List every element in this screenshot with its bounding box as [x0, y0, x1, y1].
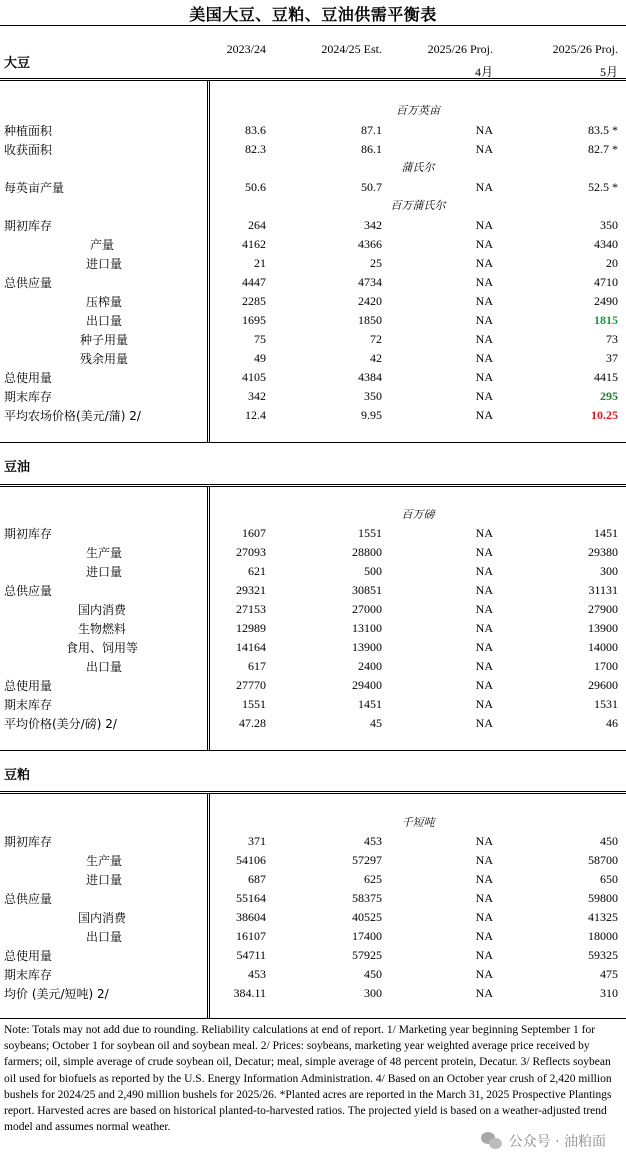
cell-v4: 37 — [606, 351, 618, 365]
row-label: 食用、饲用等 — [66, 641, 139, 655]
cell-v2: 300 — [364, 986, 382, 1000]
row-label: 每英亩产量 — [4, 181, 65, 195]
soyoil-bottom-rule — [0, 750, 626, 751]
row-label: 国内消费 — [78, 603, 127, 617]
cell-v1: 12.4 — [245, 408, 266, 422]
row-label: 总供应量 — [4, 584, 53, 598]
cell-v1: 617 — [248, 659, 266, 673]
cell-v2: 2420 — [358, 294, 382, 308]
cell-v3: NA — [475, 351, 493, 365]
soyoil-table-row — [0, 562, 626, 581]
soymeal-table-row — [0, 927, 626, 946]
row-label: 总供应量 — [4, 276, 53, 290]
cell-v3: NA — [475, 986, 493, 1000]
cell-v1: 4162 — [242, 237, 266, 251]
cell-v3: NA — [475, 910, 493, 924]
header-col-2025-26-apr: 2025/26 Proj. — [427, 42, 493, 56]
cell-v4: 46 — [606, 716, 618, 730]
cell-v4: 20 — [606, 256, 618, 270]
cell-v4: 14000 — [588, 640, 618, 654]
cell-v1: 83.6 — [245, 123, 266, 137]
cell-v3: NA — [475, 948, 493, 962]
wechat-icon — [481, 1132, 503, 1150]
soybeans-table-row — [0, 406, 626, 425]
soyoil-table-row — [0, 695, 626, 714]
cell-v3: NA — [475, 564, 493, 578]
row-label: 出口量 — [86, 930, 123, 944]
soybeans-header-rule — [0, 78, 626, 81]
cell-v3: NA — [475, 370, 493, 384]
cell-v1: 21 — [254, 256, 266, 270]
cell-v1: 264 — [248, 218, 266, 232]
soybeans-table-row — [0, 330, 626, 349]
cell-v2: 58375 — [352, 891, 382, 905]
cell-v4: 29380 — [588, 545, 618, 559]
cell-v3: NA — [475, 891, 493, 905]
page-title: 美国大豆、豆粕、豆油供需平衡表 — [189, 5, 437, 24]
cell-v2: 27000 — [352, 602, 382, 616]
cell-v3: NA — [475, 678, 493, 692]
cell-v1: 82.3 — [245, 142, 266, 156]
cell-v4: 27900 — [588, 602, 618, 616]
watermark — [481, 1131, 606, 1151]
cell-v1: 50.6 — [245, 180, 266, 194]
cell-v1: 1695 — [242, 313, 266, 327]
cell-v2: 57297 — [352, 853, 382, 867]
section-title-soymeal: 豆粕 — [4, 768, 31, 783]
row-label: 生产量 — [86, 854, 123, 868]
cell-v2: 13100 — [352, 621, 382, 635]
cell-v2: 29400 — [352, 678, 382, 692]
soyoil-table-row — [0, 676, 626, 695]
cell-v2: 28800 — [352, 545, 382, 559]
soyoil-header-rule — [0, 484, 626, 487]
cell-v2: 342 — [364, 218, 382, 232]
cell-v1: 27093 — [236, 545, 266, 559]
soybeans-table-row — [0, 216, 626, 235]
cell-v1: 687 — [248, 872, 266, 886]
cell-v4: 1815 — [594, 313, 618, 327]
cell-v3: NA — [475, 659, 493, 673]
soymeal-unit: 千短吨 — [401, 816, 435, 829]
row-label: 种子用量 — [80, 333, 129, 347]
cell-v3: NA — [475, 123, 493, 137]
top-rule — [0, 25, 626, 26]
cell-v1: 29321 — [236, 583, 266, 597]
cell-v4: 1451 — [594, 526, 618, 540]
cell-v2: 30851 — [352, 583, 382, 597]
soymeal-table-row — [0, 832, 626, 851]
cell-v2: 4384 — [358, 370, 382, 384]
soymeal-table-row — [0, 870, 626, 889]
header-col-apr-sub: 4月 — [474, 65, 493, 79]
cell-v3: NA — [475, 640, 493, 654]
cell-v1: 54711 — [236, 948, 266, 962]
cell-v4: 4415 — [594, 370, 618, 384]
cell-v1: 371 — [248, 834, 266, 848]
soymeal-table-row — [0, 965, 626, 984]
row-label: 期初库存 — [4, 527, 53, 541]
soybeans-table-row — [0, 349, 626, 368]
soyoil-table-row — [0, 714, 626, 733]
soybeans-table-row — [0, 178, 626, 197]
soyoil-unit: 百万磅 — [401, 508, 435, 521]
cell-v2: 500 — [364, 564, 382, 578]
row-label: 期初库存 — [4, 835, 53, 849]
cell-v2: 4734 — [358, 275, 382, 289]
cell-v2: 1850 — [358, 313, 382, 327]
cell-v1: 2285 — [242, 294, 266, 308]
cell-v1: 453 — [248, 967, 266, 981]
row-label: 国内消费 — [78, 911, 127, 925]
cell-v4: 4340 — [594, 237, 618, 251]
row-label: 总供应量 — [4, 892, 53, 906]
row-label: 均价 (美元/短吨) 2/ — [4, 987, 109, 1001]
soybeans-unit-acres: 百万英亩 — [396, 104, 440, 117]
cell-v2: 453 — [364, 834, 382, 848]
row-label: 总使用量 — [4, 371, 53, 385]
cell-v4: 650 — [600, 872, 618, 886]
cell-v2: 25 — [370, 256, 382, 270]
cell-v3: NA — [475, 697, 493, 711]
cell-v2: 4366 — [358, 237, 382, 251]
soyoil-table-row — [0, 524, 626, 543]
cell-v4: 83.5 * — [588, 123, 618, 137]
cell-v4: 18000 — [588, 929, 618, 943]
header-col-2023-24: 2023/24 — [226, 42, 266, 56]
cell-v4: 300 — [600, 564, 618, 578]
cell-v2: 450 — [364, 967, 382, 981]
cell-v3: NA — [475, 313, 493, 327]
cell-v1: 27153 — [236, 602, 266, 616]
cell-v4: 73 — [606, 332, 618, 346]
cell-v4: 82.7 * — [588, 142, 618, 156]
cell-v4: 295 — [600, 389, 618, 403]
cell-v2: 87.1 — [361, 123, 382, 137]
soybeans-table-row — [0, 387, 626, 406]
cell-v4: 58700 — [588, 853, 618, 867]
row-label: 生物燃料 — [78, 622, 127, 636]
cell-v2: 625 — [364, 872, 382, 886]
soybeans-table-row — [0, 292, 626, 311]
watermark-text: 公众号 · 油粕面 — [508, 1134, 606, 1150]
soymeal-table-row — [0, 908, 626, 927]
cell-v3: NA — [475, 389, 493, 403]
cell-v2: 40525 — [352, 910, 382, 924]
cell-v1: 1551 — [242, 697, 266, 711]
row-label: 生产量 — [86, 546, 123, 560]
soybeans-table-row — [0, 235, 626, 254]
soyoil-table-row — [0, 600, 626, 619]
cell-v2: 13900 — [352, 640, 382, 654]
cell-v4: 1531 — [594, 697, 618, 711]
cell-v1: 54106 — [236, 853, 266, 867]
cell-v1: 49 — [254, 351, 266, 365]
soymeal-table-row — [0, 889, 626, 908]
cell-v1: 27770 — [236, 678, 266, 692]
cell-v4: 41325 — [588, 910, 618, 924]
cell-v4: 52.5 * — [588, 180, 618, 194]
section-title-soybeans: 大豆 — [4, 56, 31, 71]
cell-v2: 42 — [370, 351, 382, 365]
row-label: 产量 — [90, 238, 115, 252]
cell-v2: 1551 — [358, 526, 382, 540]
cell-v1: 55164 — [236, 891, 266, 905]
cell-v4: 450 — [600, 834, 618, 848]
soymeal-table-row — [0, 851, 626, 870]
cell-v1: 12989 — [236, 621, 266, 635]
cell-v3: NA — [475, 142, 493, 156]
cell-v1: 621 — [248, 564, 266, 578]
cell-v3: NA — [475, 602, 493, 616]
row-label: 平均价格(美分/磅) 2/ — [4, 717, 117, 731]
cell-v4: 59325 — [588, 948, 618, 962]
cell-v3: NA — [475, 853, 493, 867]
row-label: 平均农场价格(美元/蒲) 2/ — [4, 409, 141, 423]
soyoil-table-row — [0, 638, 626, 657]
soymeal-header-rule — [0, 791, 626, 794]
soyoil-table-row — [0, 581, 626, 600]
cell-v3: NA — [475, 583, 493, 597]
row-label: 收获面积 — [4, 143, 53, 157]
cell-v3: NA — [475, 872, 493, 886]
cell-v1: 38604 — [236, 910, 266, 924]
header-col-2024-25: 2024/25 Est. — [321, 42, 382, 56]
cell-v3: NA — [475, 332, 493, 346]
cell-v3: NA — [475, 408, 493, 422]
cell-v1: 384.11 — [233, 986, 266, 1000]
soybeans-table-row — [0, 311, 626, 330]
cell-v4: 2490 — [594, 294, 618, 308]
row-label: 进口量 — [86, 565, 123, 579]
row-label: 残余用量 — [80, 352, 129, 366]
row-label: 种植面积 — [4, 124, 53, 138]
row-label: 总使用量 — [4, 679, 53, 693]
cell-v2: 2400 — [358, 659, 382, 673]
cell-v3: NA — [475, 218, 493, 232]
cell-v2: 86.1 — [361, 142, 382, 156]
soybeans-table-row — [0, 368, 626, 387]
cell-v1: 4105 — [242, 370, 266, 384]
row-label: 期初库存 — [4, 219, 53, 233]
row-label: 期末库存 — [4, 390, 53, 404]
cell-v4: 1700 — [594, 659, 618, 673]
soybeans-table-row — [0, 254, 626, 273]
row-label: 期末库存 — [4, 968, 53, 982]
cell-v2: 50.7 — [361, 180, 382, 194]
cell-v4: 13900 — [588, 621, 618, 635]
cell-v1: 14164 — [236, 640, 266, 654]
cell-v3: NA — [475, 237, 493, 251]
cell-v4: 59800 — [588, 891, 618, 905]
cell-v1: 16107 — [236, 929, 266, 943]
cell-v4: 310 — [600, 986, 618, 1000]
soyoil-table-row — [0, 657, 626, 676]
row-label: 压榨量 — [86, 295, 123, 309]
cell-v4: 10.25 — [591, 408, 618, 422]
row-label: 出口量 — [86, 660, 123, 674]
cell-v2: 1451 — [358, 697, 382, 711]
row-label: 总使用量 — [4, 949, 53, 963]
cell-v1: 4447 — [242, 275, 266, 289]
soymeal-table-row — [0, 984, 626, 1003]
row-label: 进口量 — [86, 257, 123, 271]
cell-v1: 75 — [254, 332, 266, 346]
cell-v2: 45 — [370, 716, 382, 730]
header-col-may-sub: 5月 — [599, 65, 618, 79]
cell-v4: 350 — [600, 218, 618, 232]
row-label: 期末库存 — [4, 698, 53, 712]
cell-v1: 1607 — [242, 526, 266, 540]
cell-v2: 350 — [364, 389, 382, 403]
soymeal-bottom-rule — [0, 1018, 626, 1019]
soybeans-bottom-rule — [0, 442, 626, 443]
cell-v4: 475 — [600, 967, 618, 981]
cell-v2: 17400 — [352, 929, 382, 943]
cell-v3: NA — [475, 294, 493, 308]
row-label: 进口量 — [86, 873, 123, 887]
soybeans-table-row — [0, 121, 626, 140]
row-label: 出口量 — [86, 314, 123, 328]
cell-v3: NA — [475, 180, 493, 194]
header-col-2025-26-may: 2025/26 Proj. — [552, 42, 618, 56]
cell-v1: 342 — [248, 389, 266, 403]
footnote: Note: Totals may not add due to rounding. Reliability calculations at end of report. 1/ Marketing year beginning September 1 for soybeans; October 1 for soybean oil and soybean meal. 2/ Prices: soybeans, marketing year weighted average price received by farmers; oil, simple average of crude soybean oil, Decatur; meal, simple average of 48 percent protein, Decatur. 3/ Reflects soybean oil used for biofuels as reported by the U.S. Energy Information Administration. 4/ Based on an October year crush of 2,420 million bushels for 2024/25 and 2,490 million bushels for 2025/26. *Planted acres are reported in the March 31, 2025 Prospective Plantings report. Harvested acres are based on historical planted-to-harvested ratios. The projected yield is based on a weather-adjusted trend model and assumes normal weather. — [4, 1024, 612, 1134]
soyoil-table-row — [0, 543, 626, 562]
soybeans-unit-million-bushels: 百万蒲氏尔 — [390, 199, 446, 212]
cell-v2: 57925 — [352, 948, 382, 962]
cell-v3: NA — [475, 967, 493, 981]
soybeans-table-row — [0, 140, 626, 159]
soybeans-table-row — [0, 273, 626, 292]
cell-v3: NA — [475, 526, 493, 540]
cell-v3: NA — [475, 716, 493, 730]
cell-v1: 47.28 — [239, 716, 266, 730]
cell-v3: NA — [475, 834, 493, 848]
cell-v2: 72 — [370, 332, 382, 346]
cell-v2: 9.95 — [361, 408, 382, 422]
soymeal-table-row — [0, 946, 626, 965]
cell-v4: 31131 — [588, 583, 618, 597]
cell-v3: NA — [475, 275, 493, 289]
cell-v4: 4710 — [594, 275, 618, 289]
soyoil-table-row — [0, 619, 626, 638]
section-title-soyoil: 豆油 — [4, 460, 31, 475]
cell-v3: NA — [475, 545, 493, 559]
cell-v3: NA — [475, 929, 493, 943]
cell-v3: NA — [475, 621, 493, 635]
cell-v4: 29600 — [588, 678, 618, 692]
soybeans-unit-bushels: 蒲氏尔 — [401, 161, 435, 174]
cell-v3: NA — [475, 256, 493, 270]
